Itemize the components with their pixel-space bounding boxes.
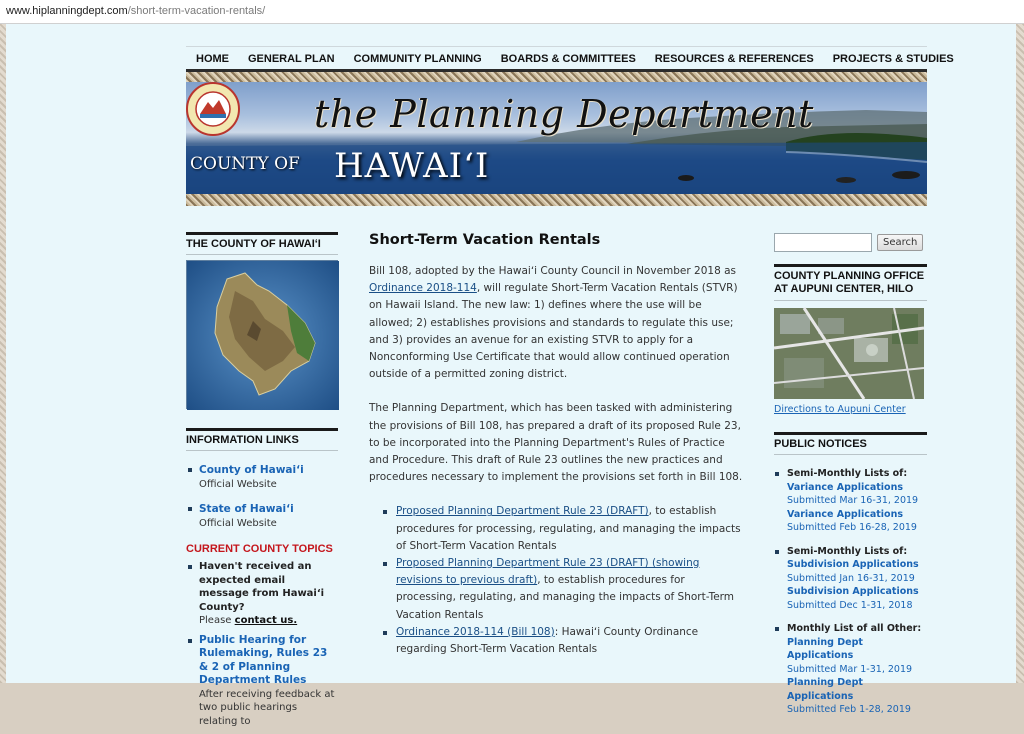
- nav-general-plan[interactable]: GENERAL PLAN: [248, 53, 335, 65]
- list-item: [186, 560, 338, 628]
- notice-title: Semi-Monthly Lists of:: [787, 468, 908, 479]
- variance-applications-link[interactable]: Variance Applications: [787, 481, 903, 493]
- subdivision-applications-link[interactable]: Subdivision Applications: [787, 559, 919, 570]
- aerial-map-icon: [774, 308, 924, 399]
- list-item-text: , to establish procedures for processing, regulating, and managing the impacts of Short-Term Vacation Rentals: [396, 505, 741, 552]
- documents-list: [383, 503, 746, 658]
- notice-date: Submitted Dec 1-31, 2018: [787, 599, 913, 611]
- list-item: [774, 622, 927, 717]
- state-of-hawaii-link[interactable]: State of Hawaiʻi: [199, 503, 294, 515]
- banner-photo: [186, 82, 927, 194]
- search-input[interactable]: [774, 233, 872, 252]
- notice-date: Submitted Mar 16-31, 2019: [787, 495, 919, 506]
- page-canvas: [6, 24, 1016, 727]
- site-banner[interactable]: [186, 72, 927, 206]
- variance-applications-link[interactable]: Variance Applications: [787, 508, 903, 520]
- list-item-text: , to establish procedures for processing, regulating, and managing the impacts of Short-Term Vacation Rentals: [396, 574, 735, 621]
- url-host: www.hiplanningdept.com: [6, 5, 128, 17]
- search-button[interactable]: Search: [877, 234, 923, 251]
- public-notices-heading: PUBLIC NOTICES: [774, 432, 927, 455]
- contact-us-link[interactable]: contact us.: [234, 615, 298, 626]
- main-content: [369, 232, 746, 658]
- directions-link[interactable]: Directions to Aupuni Center: [774, 404, 906, 415]
- current-topics-list: [186, 560, 338, 728]
- public-hearing-link[interactable]: Public Hearing for Rulemaking, Rules 23 & 2 of Planning Department Rules: [199, 633, 328, 686]
- link-sublabel: Official Website: [199, 518, 277, 529]
- county-seal-icon: [186, 82, 240, 136]
- topic-email-question: Haven't received an expected email message from Hawaiʻi County?: [199, 561, 325, 613]
- search-form: [774, 232, 927, 252]
- aupuni-center-map-image[interactable]: [774, 308, 924, 399]
- url-path: /short-term-vacation-rentals/: [127, 5, 266, 17]
- list-item: [383, 503, 746, 555]
- list-item: [186, 463, 338, 491]
- left-sidebar: [186, 232, 338, 734]
- subdivision-applications-link[interactable]: Subdivision Applications: [787, 586, 919, 597]
- current-topics-heading: CURRENT COUNTY TOPICS: [186, 543, 333, 555]
- rule-23-draft-link[interactable]: Proposed Planning Department Rule 23 (DRAFT): [396, 505, 649, 518]
- list-item-text: : Hawaiʻi County Ordinance regarding Short-Term Vacation Rentals: [396, 625, 699, 656]
- notice-date: Submitted Mar 1-31, 2019: [787, 663, 913, 675]
- list-item: [383, 555, 746, 624]
- rule23-paragraph: The Planning Department, which has been tasked with administering the provisions of Bill 108, has prepared a draft of its proposed Rule 23, to be incorporated into the Planning Department's Rules of Practice and Procedure. This draft of Rule 23 outlines the new practices and procedures necessary to implement the provisions set forth in Bill 108.: [369, 402, 743, 484]
- list-item: [186, 502, 338, 530]
- nav-community-planning[interactable]: COMMUNITY PLANNING: [353, 53, 482, 65]
- list-item: [383, 624, 746, 658]
- banner-hawaii: HAWAIʻI: [334, 146, 490, 186]
- list-item: [774, 545, 927, 613]
- link-sublabel: Official Website: [199, 479, 277, 490]
- planning-office-heading: COUNTY PLANNING OFFICE AT AUPUNI CENTER, HILO: [774, 264, 927, 301]
- info-links-heading: INFORMATION LINKS: [186, 428, 338, 451]
- topic-please-text: Please: [199, 615, 235, 626]
- ordinance-2018-114-link[interactable]: Ordinance 2018-114: [369, 282, 477, 295]
- list-item: [186, 634, 338, 729]
- intro-text-b: , will regulate Short-Term Vacation Rentals (STVR) on Hawaii Island. The new law: 1) defines where the use will be allowed; 2) establishes provisions and standards to regulate this use; and 3) provides an avenue for an existing STVR to apply for a Nonconforming Use Certificate that would allow continued operation outside of a permitted zoning district.: [369, 282, 738, 381]
- planning-dept-applications-link[interactable]: Planning Dept Applications: [787, 677, 863, 702]
- list-item: [774, 467, 927, 535]
- page-title: Short-Term Vacation Rentals: [369, 232, 601, 248]
- island-map-image[interactable]: [186, 260, 338, 409]
- notice-title: Monthly List of all Other:: [787, 623, 922, 634]
- banner-title: the Planning Department: [314, 92, 814, 136]
- address-bar[interactable]: [0, 0, 1024, 24]
- intro-text-a: Bill 108, adopted by the Hawaiʻi County Council in November 2018 as: [369, 265, 737, 277]
- public-notices-list: [774, 467, 927, 717]
- notice-date: Submitted Feb 1-28, 2019: [787, 704, 911, 715]
- nav-boards-committees[interactable]: BOARDS & COMMITTEES: [500, 53, 636, 65]
- planning-dept-applications-link[interactable]: Planning Dept Applications: [787, 636, 863, 661]
- intro-paragraph: [369, 263, 746, 383]
- page-border-right: [1016, 24, 1024, 683]
- notice-date: Submitted Jan 16-31, 2019: [787, 572, 915, 584]
- info-links-list: [186, 463, 338, 530]
- banner-county-of: COUNTY OF: [190, 154, 300, 174]
- notice-title: Semi-Monthly Lists of:: [787, 545, 908, 557]
- nav-home[interactable]: HOME: [196, 53, 229, 65]
- main-nav: [186, 46, 954, 71]
- county-heading: THE COUNTY OF HAWAIʻI: [186, 232, 338, 255]
- county-of-hawaii-link[interactable]: County of Hawaiʻi: [199, 464, 304, 476]
- island-map-icon: [187, 261, 339, 410]
- right-sidebar: [774, 232, 927, 727]
- bill-108-link[interactable]: Ordinance 2018-114 (Bill 108): [396, 625, 555, 638]
- rule-23-revisions-link[interactable]: Proposed Planning Department Rule 23 (DRAFT) (showing revisions to previous draft): [396, 557, 700, 587]
- nav-projects-studies[interactable]: PROJECTS & STUDIES: [832, 53, 954, 65]
- topic-hearing-text: After receiving feedback at two public hearings relating to: [199, 688, 335, 727]
- nav-resources-references[interactable]: RESOURCES & REFERENCES: [654, 53, 814, 65]
- notice-date: Submitted Feb 16-28, 2019: [787, 522, 917, 533]
